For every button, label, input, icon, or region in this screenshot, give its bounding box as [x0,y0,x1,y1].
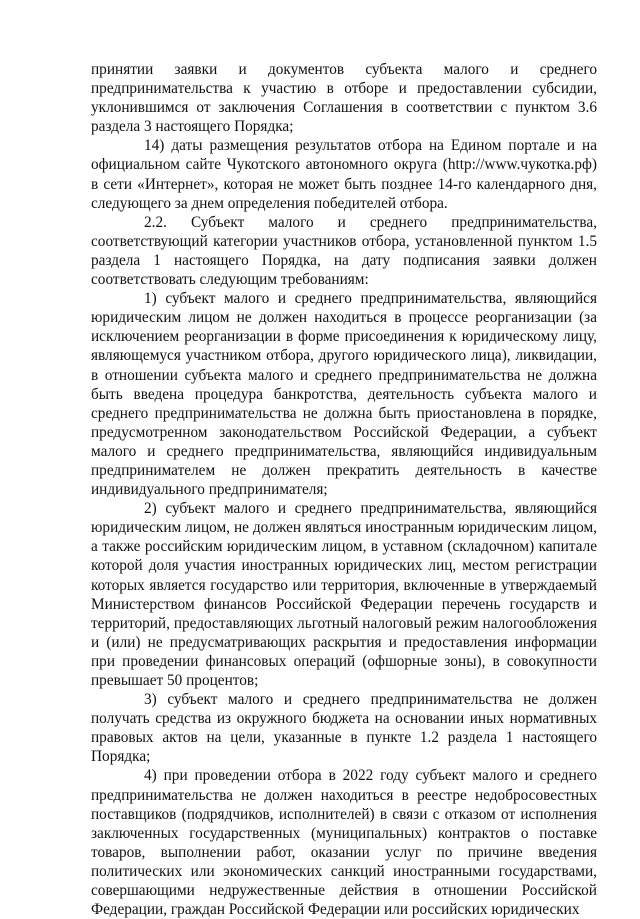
paragraph-continuation: принятии заявки и документов субъекта малого и среднего предпринимательства к участию в отборе и предоставлении субсидии, уклонившимся от заключения Соглашения в соответствии с пунктом 3.6 раздела 3 настоящего Порядка; [91,61,597,136]
paragraph-requirement-1: 1) субъект малого и среднего предпринимательства, являющийся юридическим лицом не должен находиться в процессе реорганизации (за исключением реорганизации в форме присоединения к юридическому лицу, являющемуся участником отбора, другого юридического лица), ликвидации, в отношении субъекта малого и среднего предпринимательства не должна быть введена процедура банкротства, деятельность субъекта малого и среднего предпринимательства не должна быть приостановлена в порядке, предусмотренном законодательством Российской Федерации, а субъект малого и среднего предпринимательства, являющийся индивидуальным предпринимателем не должен прекратить деятельность в качестве индивидуального предпринимателя; [91,290,597,499]
paragraph-requirement-4: 4) при проведении отбора в 2022 году субъект малого и среднего предпринимательства не должен находиться в реестре недобросовестных поставщиков (подрядчиков, исполнителей) в связи с отказом от исполнения заключенных государственных (муниципальных) контрактов о поставке товаров, выполнении работ, оказании услуг по причине введения политических или экономических санкций иностранными государствами, совершающими недружественные действия в отношении Российской Федерации, граждан Российской Федерации или российских юридических [91,767,597,919]
paragraph-requirement-2: 2) субъект малого и среднего предпринимательства, являющийся юридическим лицом, не должен являться иностранным юридическим лицом, а также российским юридическим лицом, в уставном (складочном) капитале которой доля участия иностранных юридических лиц, местом регистрации которых является государство или территория, включенные в утверждаемый Министерством финансов Российской Федерации перечень государств и территорий, предоставляющих льготный налоговый режим налогообложения и (или) не предусматривающих раскрытия и предоставления информации при проведении финансовых операций (офшорные зоны), в совокупности превышает 50 процентов; [91,500,597,689]
paragraph-section-2-2: 2.2. Субъект малого и среднего предпринимательства, соответствующий категории участников отбора, установленной пунктом 1.5 раздела 1 настоящего Порядка, на дату подписания заявки должен соответствовать следующим требованиям: [91,213,597,289]
document-body [91,60,597,919]
paragraph-requirement-3: 3) субъект малого и среднего предпринимательства не должен получать средства из окружного бюджета на основании иных нормативных правовых актов на цели, указанные в пункте 1.2 раздела 1 настоящего Порядка; [91,691,597,766]
paragraph-item-14: 14) даты размещения результатов отбора на Едином портале и на официальном сайте Чукотского автономного округа (http://www.чукотка.рф) в сети «Интернет», которая не может быть позднее 14-го календарного дня, следующего за днем определения победителей отбора. [91,137,597,212]
